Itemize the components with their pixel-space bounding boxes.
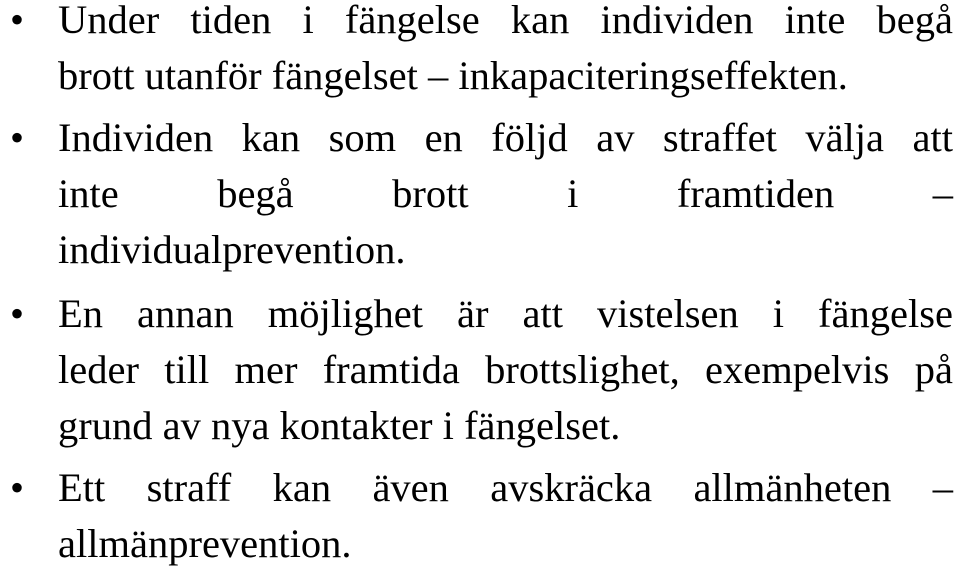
word: – [428, 53, 449, 98]
word: mer [234, 347, 298, 392]
word: i [567, 171, 579, 216]
text-line [58, 286, 953, 342]
word: begå [876, 0, 953, 42]
word: till [164, 347, 210, 392]
word: av [162, 403, 201, 448]
word: Under [58, 0, 160, 42]
text-line [58, 222, 953, 278]
bullet-text [58, 110, 953, 278]
word: inkapaciteringseffekten. [458, 53, 848, 98]
word: på [914, 347, 953, 392]
word: nya [210, 403, 270, 448]
word: kan [241, 115, 301, 160]
bullet-text [58, 0, 953, 104]
bullet-dot-icon: • [10, 0, 25, 42]
word: att [522, 291, 563, 336]
word: följd [491, 115, 568, 160]
word: begå [217, 171, 294, 216]
text-line [58, 342, 953, 398]
word: fängelset. [464, 403, 621, 448]
word: framtiden [676, 171, 835, 216]
text-line [58, 0, 953, 48]
bullet-dot-icon: • [10, 291, 25, 336]
word: Individen [58, 115, 214, 160]
word: straffet [662, 115, 777, 160]
word: brott [58, 53, 135, 98]
word: möjlighet [267, 291, 423, 336]
word: leder [58, 347, 139, 392]
text-line [58, 166, 953, 222]
word: även [372, 465, 449, 510]
word: – [932, 171, 953, 216]
word: grund [58, 403, 153, 448]
word: allmänprevention. [58, 521, 352, 566]
word: inte [784, 0, 846, 42]
word: fängelse [344, 0, 480, 42]
word: tiden [190, 0, 272, 42]
word: inte [58, 171, 119, 216]
word: En [58, 291, 103, 336]
text-line [58, 48, 953, 104]
word: avskräcka [490, 465, 653, 510]
word: kontakter [279, 403, 433, 448]
word: är [457, 291, 489, 336]
word: brott [392, 171, 469, 216]
word: utanför [144, 53, 262, 98]
word: kan [272, 465, 332, 510]
word: i [442, 403, 454, 448]
word: allmänheten [693, 465, 892, 510]
word: vistelsen [596, 291, 739, 336]
word: straff [146, 465, 232, 510]
word: i [772, 291, 784, 336]
word: av [596, 115, 635, 160]
word: i [302, 0, 314, 42]
word: individualprevention. [58, 227, 406, 272]
word: fängelset [271, 53, 418, 98]
bullet-text [58, 286, 953, 454]
bullet-dot-icon: • [10, 465, 25, 510]
word: välja [805, 115, 885, 160]
word: annan [137, 291, 234, 336]
word: Ett [58, 465, 106, 510]
text-line [58, 110, 953, 166]
word: individen [600, 0, 754, 42]
word: brottslighet, [485, 347, 680, 392]
word: kan [510, 0, 570, 42]
word: exempelvis [705, 347, 890, 392]
bullet-dot-icon: • [10, 115, 25, 160]
text-line [58, 460, 953, 516]
text-line [58, 398, 953, 454]
word: framtida [322, 347, 460, 392]
word: fängelse [818, 291, 953, 336]
word: en [424, 115, 463, 160]
word: – [932, 465, 953, 510]
text-line [58, 516, 953, 569]
bullet-text [58, 460, 953, 569]
word: att [912, 115, 953, 160]
word: som [328, 115, 397, 160]
